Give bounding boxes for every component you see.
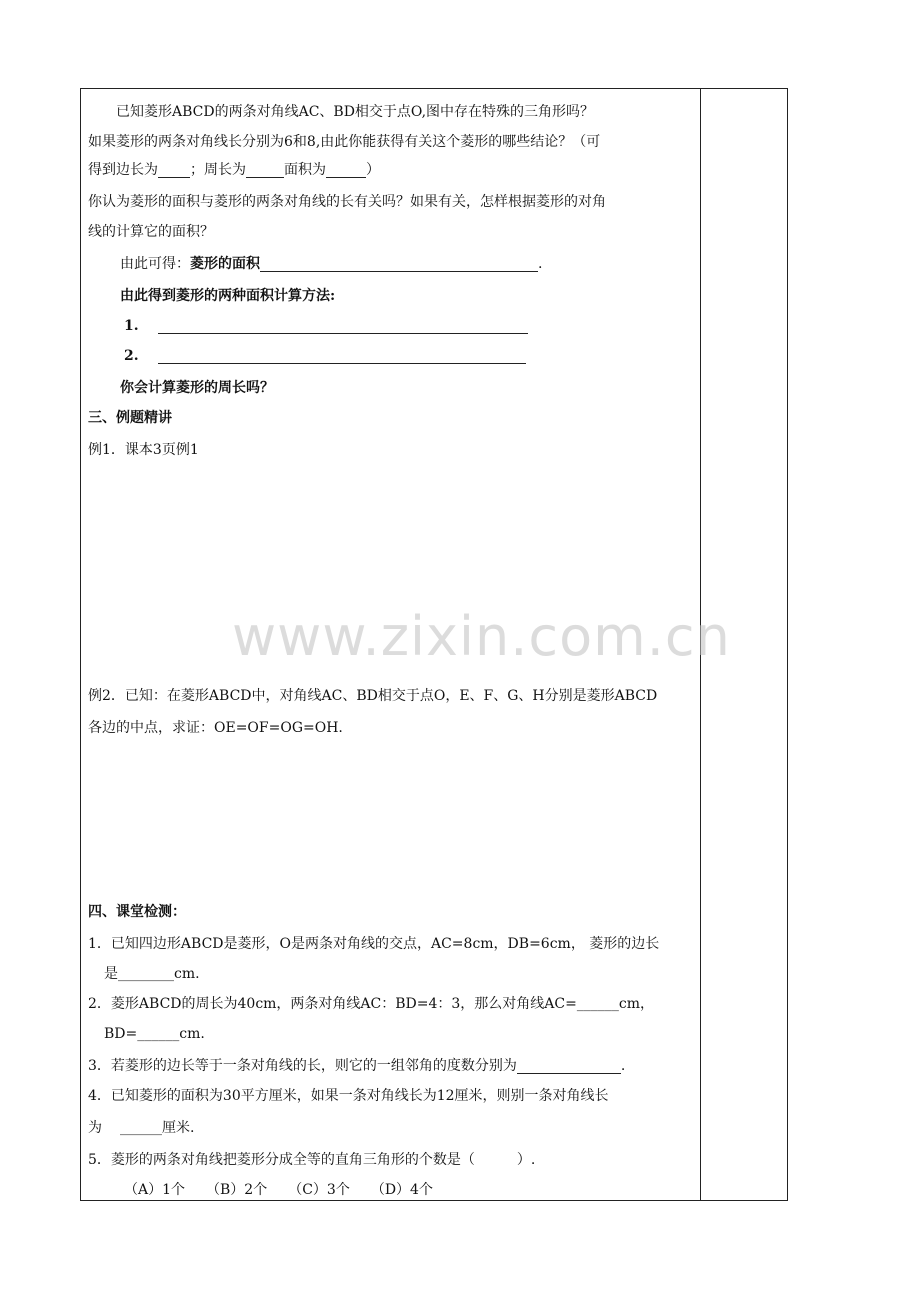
text-fragment: 3．若菱形的边长等于一条对角线的长，则它的一组邻角的度数分别为: [88, 1058, 517, 1074]
question-line: 2．菱形ABCD的周长为40cm，两条对角线AC：BD=4：3，那么对角线AC=______cm，: [88, 996, 654, 1012]
text-fragment: 由此可得：: [120, 256, 190, 272]
text-fragment: 得到边长为: [88, 162, 158, 178]
question-line: [88, 1118, 194, 1138]
list-item: [124, 316, 528, 336]
answer-blank: [158, 161, 190, 178]
question-line: [88, 1056, 625, 1076]
text-line: 你会计算菱形的周长吗？: [120, 380, 274, 396]
answer-blank: [158, 317, 528, 334]
text-line: [120, 254, 542, 274]
watermark: www.zixin.com.cn: [232, 605, 731, 668]
section-heading: 三、例题精讲: [88, 410, 172, 426]
text-line: 你认为菱形的面积与菱形的两条对角线的长有关吗？如果有关，怎样根据菱形的对角: [88, 194, 606, 210]
answer-blank: [102, 1120, 120, 1136]
text-line: 如果菱形的两条对角线长分别为6和8,由此你能获得有关这个菱形的哪些结论？（可: [88, 134, 601, 150]
text-line: 线的计算它的面积？: [88, 224, 214, 240]
example-line: 例1．课本3页例1: [88, 442, 199, 458]
section-heading: 四、课堂检测：: [88, 904, 186, 920]
answer-blank: [260, 255, 538, 272]
question-line: 1．已知四边形ABCD是菱形，O是两条对角线的交点，AC=8cm，DB=6cm， 菱形的边长: [88, 936, 660, 952]
text-fragment: ）: [366, 162, 380, 178]
question-line: BD=______cm.: [104, 1026, 205, 1042]
text-line: 由此得到菱形的两种面积计算方法:: [120, 288, 336, 304]
question-line: 是________cm.: [104, 966, 200, 982]
list-item: [124, 346, 526, 366]
text-fragment: 菱形的面积: [190, 256, 260, 272]
text-fragment: .: [620, 1058, 626, 1074]
example-line: 各边的中点，求证：OE=OF=OG=OH.: [88, 720, 343, 736]
answer-blank: [246, 161, 284, 178]
answer-blank: [158, 347, 526, 364]
answer-options: （A）1个 （B）2个 （C）3个 （D）4个: [124, 1182, 433, 1198]
text-fragment: ______厘米.: [120, 1120, 195, 1136]
text-fragment: 为: [88, 1120, 102, 1136]
item-number: 1.: [124, 318, 139, 334]
answer-blank: [517, 1057, 621, 1074]
item-number: 2.: [124, 348, 139, 364]
question-line: 5．菱形的两条对角线把菱形分成全等的直角三角形的个数是（ ）.: [88, 1152, 536, 1168]
text-line: 已知菱形ABCD的两条对角线AC、BD相交于点O,图中存在特殊的三角形吗？: [116, 104, 595, 120]
example-line: 例2．已知：在菱形ABCD中，对角线AC、BD相交于点O，E、F、G、H分别是菱形ABCD: [88, 688, 658, 704]
question-line: 4．已知菱形的面积为30平方厘米，如果一条对角线长为12厘米，则别一条对角线长: [88, 1088, 609, 1104]
answer-blank: [326, 161, 366, 178]
text-fragment: ；周长为: [190, 162, 246, 178]
text-fragment: .: [538, 256, 543, 272]
text-fragment: 面积为: [284, 162, 326, 178]
text-line: [88, 160, 380, 180]
